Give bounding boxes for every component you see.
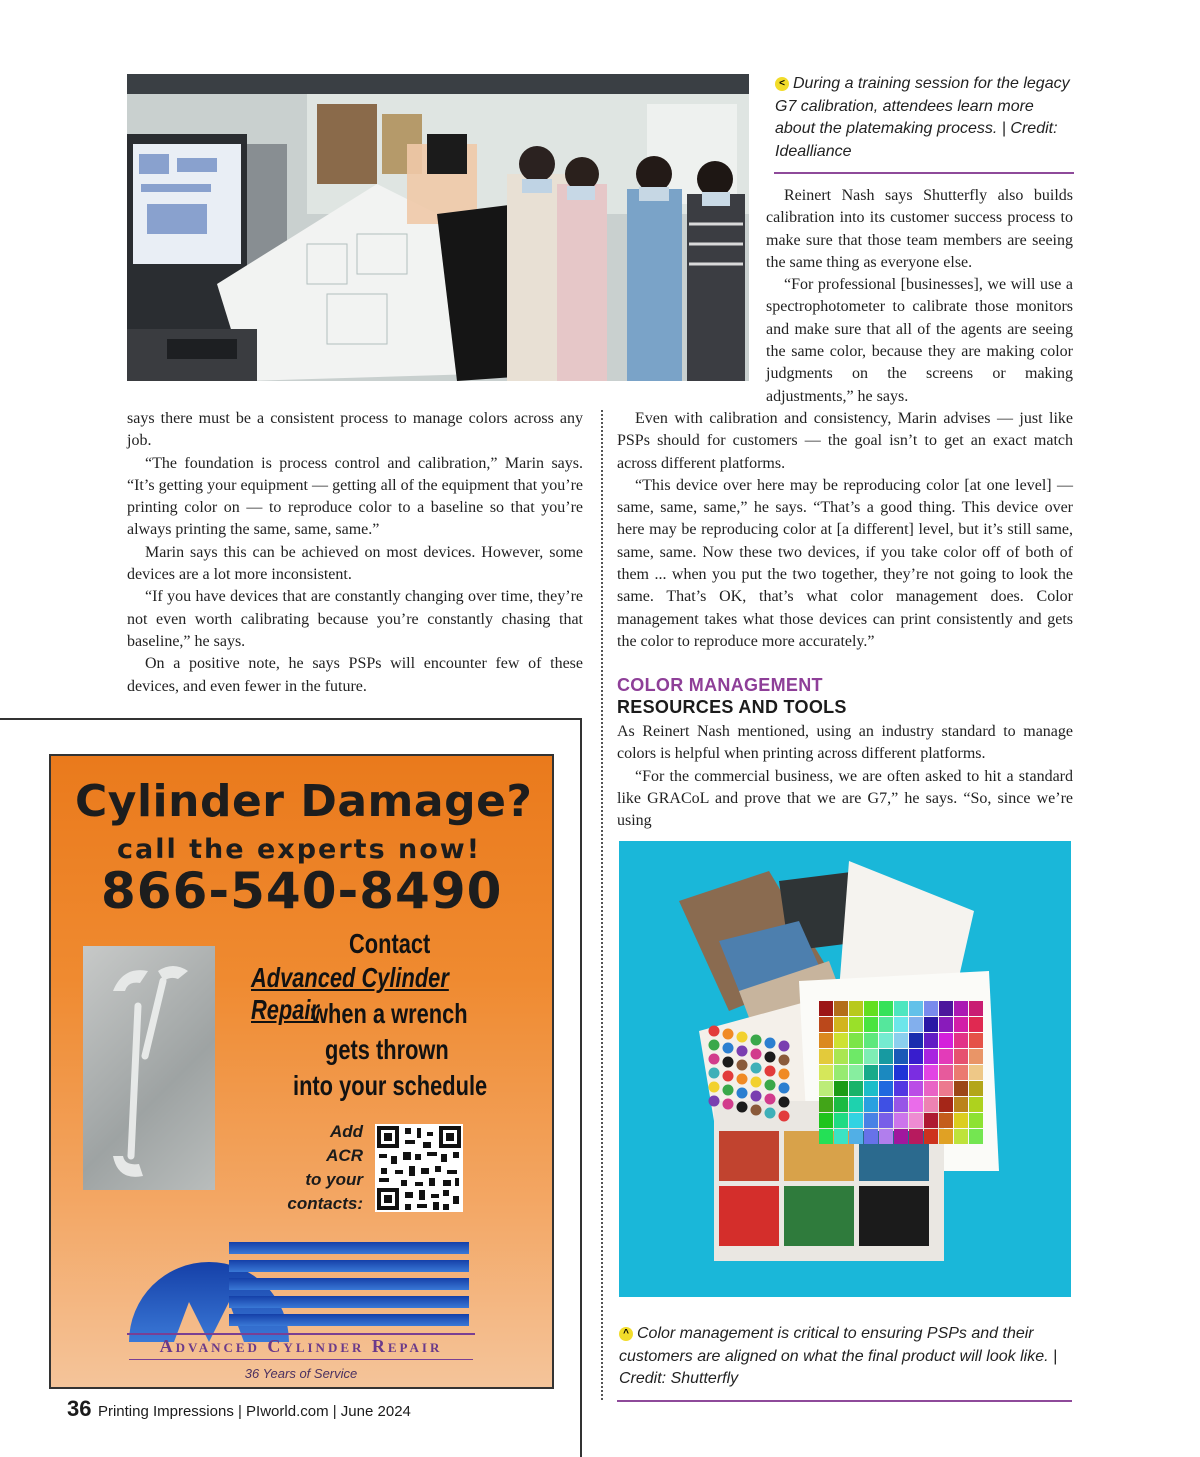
ad-company-name: Advanced Cylinder Repair (159, 1336, 443, 1356)
paragraph: As Reinert Nash mentioned, using an industry standard to manage colors is helpful when printing across different platforms. (617, 723, 1073, 763)
paragraph: On a positive note, he says PSPs will encounter few of these devices, and even fewer in the future. (127, 655, 583, 695)
section-subheading: RESOURCES AND TOOLS (617, 697, 847, 717)
ad-company-link[interactable]: Advanced Cylinder Repair (251, 962, 449, 1025)
ad-headline: Cylinder Damage? (75, 776, 533, 827)
paragraph: Even with calibration and consistency, Marin advises — just like PSPs should for customers — the goal isn’t to get an exact match across different platforms. (617, 410, 1073, 472)
chevron-left-icon: < (775, 77, 789, 91)
color-samples-photo (619, 841, 1071, 1297)
photo-caption: < During a training session for the legacy G7 calibration, attendees learn more about the platemaking process. | Credit: Idealliance (775, 75, 1070, 160)
section-text (617, 721, 1073, 832)
ad-line: into your schedule (293, 1070, 488, 1101)
right-column-mid-text (617, 408, 1073, 653)
logo-rule (127, 1333, 475, 1335)
caption-rule (617, 1400, 1072, 1402)
section-heading: COLOR MANAGEMENT (617, 675, 823, 695)
paragraph: “If you have devices that are constantly changing over time, they’re not even worth calibrating because you’re constantly chasing that baseline,” he says. (127, 588, 583, 650)
wrench-photo (83, 946, 215, 1190)
advertisement[interactable] (49, 754, 554, 1389)
training-session-photo (127, 74, 749, 381)
page-number: 36 (67, 1396, 92, 1421)
ad-contact-label: Contact (349, 928, 431, 959)
qr-code[interactable] (375, 1124, 463, 1212)
logo-rule (129, 1359, 473, 1360)
ad-qr-label: Add ACR to your contacts: (287, 1122, 363, 1213)
qr-code-icon (375, 1124, 463, 1212)
acr-logo (129, 1232, 469, 1342)
ad-line: when a wrench (311, 998, 468, 1029)
left-column-text (127, 408, 583, 698)
ad-line: gets thrown (325, 1034, 449, 1065)
ad-phone-number[interactable]: 866-540-8490 (101, 862, 503, 920)
paragraph: “The foundation is process control and calibration,” Marin says. “It’s getting your equipment — getting all of the equipment that you’re printing color on — to reproduce color to a baseline so that you’re always printing the same, same, same.” (127, 454, 583, 539)
wrench-icon (83, 946, 215, 1190)
ad-frame-right-rule (580, 718, 582, 1457)
ad-frame-top-rule (0, 718, 582, 720)
column-divider (601, 410, 603, 1400)
paragraph: “For professional [businesses], we will use a spectrophotometer to calibrate those monitors and make sure that all of the agents are seeing the same color, because they are making color judgments on the screens or making adjustments,” he says. (766, 276, 1073, 405)
page-footer (67, 1396, 411, 1422)
paragraph: says there must be a consistent process to manage colors across any job. (127, 410, 583, 450)
ad-subhead: call the experts now! (117, 834, 482, 865)
right-column-top-text (766, 185, 1073, 408)
footer-publication: Printing Impressions | PIworld.com | June 2024 (97, 1403, 411, 1420)
paragraph: Marin says this can be achieved on most devices. However, some devices are a lot more inconsistent. (127, 543, 583, 584)
paragraph: “For the commercial business, we are often asked to hit a standard like GRACoL and prove that we are G7,” he says. “So, since we’re using (617, 767, 1073, 830)
ad-tagline: 36 Years of Service (244, 1366, 358, 1381)
caption-rule (774, 172, 1074, 174)
photo-caption: ^ Color management is critical to ensuring PSPs and their customers are aligned on what the final product will look like. | Credit: Shutterfly (619, 1325, 1058, 1387)
paragraph: Reinert Nash says Shutterfly also builds calibration into its customer success process to make sure that those team members are seeing the same thing as everyone else. (766, 187, 1073, 271)
paragraph: “This device over here may be reproducing color [at one level] — same, same, same,” he says. “That’s a good thing. This device over here may be reproducing color at [a different] level, but it’s still same, same, same. Now these two devices, if you take color off of both of them ... when you put the two together, they’re not going to look the same. That’s OK, that’s what color management does. Color management takes what those devices can print consistently and gets the color to reproduce more accurately.” (617, 476, 1073, 650)
chevron-up-icon: ^ (619, 1327, 633, 1341)
